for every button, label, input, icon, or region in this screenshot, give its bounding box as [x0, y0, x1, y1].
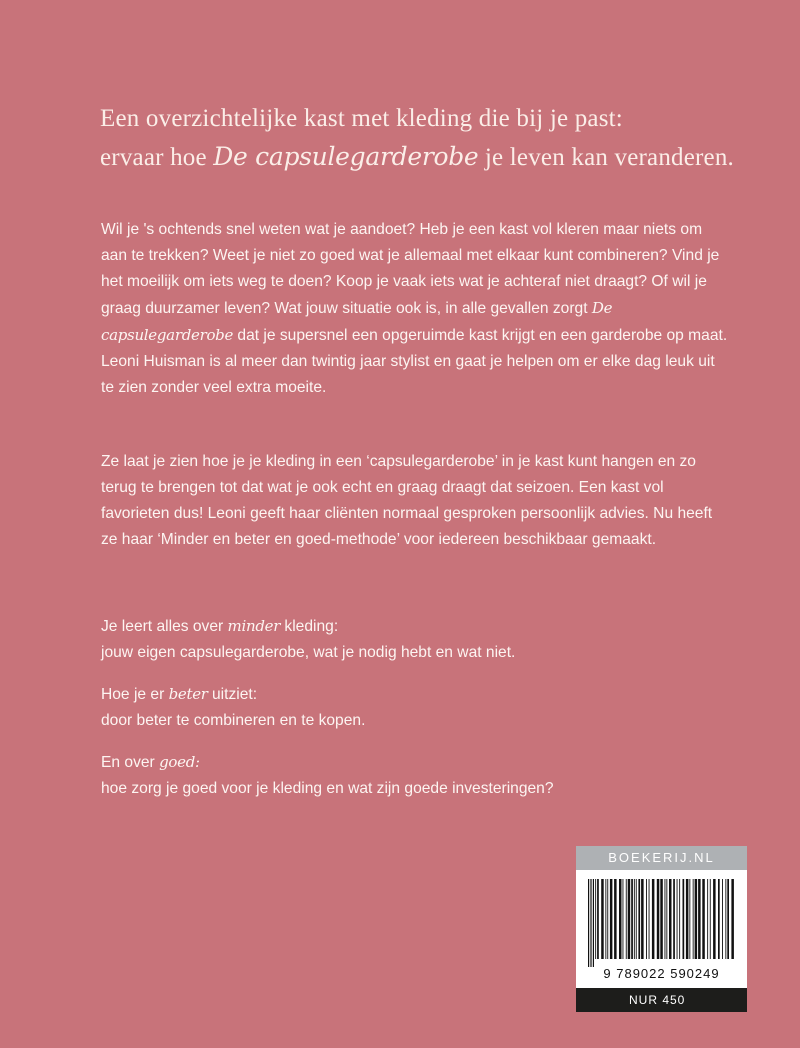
barcode-bar — [669, 879, 672, 959]
point-minder-post: kleding: — [280, 618, 339, 635]
barcode-bar — [614, 879, 617, 959]
barcode-bar — [595, 879, 596, 959]
book-title-script: De capsulegarderobe — [213, 142, 479, 171]
barcode-bar — [727, 879, 729, 959]
barcode-bar — [619, 879, 622, 959]
point-goed-script: goed: — [159, 753, 200, 771]
barcode-bar — [657, 879, 660, 959]
point-goed-pre: En over — [101, 754, 160, 771]
barcode-bar — [610, 879, 613, 959]
tagline-line-1: Een overzichtelijke kast met kleding die bij je past: — [100, 105, 623, 132]
point-minder-detail: jouw eigen capsulegarderobe, wat je nodig hebt en wat niet. — [101, 644, 516, 661]
barcode-bar — [683, 879, 685, 959]
point-beter-detail: door beter te combineren en te kopen. — [101, 712, 366, 729]
point-minder-pre: Je leert alles over — [101, 618, 228, 635]
barcode-bar — [673, 879, 675, 959]
barcode-bar — [702, 879, 705, 959]
point-beter-script: beter — [168, 685, 208, 703]
barcode-bar — [641, 879, 644, 959]
point-goed — [101, 749, 731, 802]
barcode-bar — [588, 879, 589, 967]
barcode-bar — [652, 879, 655, 959]
barcode-bar — [590, 879, 591, 967]
point-beter-pre: Hoe je er — [101, 686, 169, 703]
barcode-bar — [713, 879, 716, 959]
barcode-bar — [607, 879, 608, 959]
barcode-bar — [660, 879, 663, 959]
barcode-bar — [605, 879, 606, 959]
barcode-bar — [679, 879, 680, 959]
barcode-bar — [636, 879, 637, 959]
tagline-line-2 — [100, 138, 740, 177]
nur-code: NUR 450 — [576, 988, 747, 1012]
barcode-bar — [731, 879, 734, 959]
barcode-bar — [693, 879, 694, 959]
barcode-bar — [665, 879, 666, 959]
barcode-bar — [631, 879, 633, 959]
barcode-bar — [634, 879, 635, 959]
barcode-bar — [638, 879, 640, 959]
barcode-bar — [707, 879, 708, 959]
barcode-bar — [597, 879, 599, 959]
point-beter-post: uitziet: — [207, 686, 258, 703]
publisher-label: BOEKERIJ.NL — [576, 846, 747, 870]
barcode-bar — [686, 879, 689, 959]
barcode-bar — [689, 879, 690, 959]
point-goed-detail: hoe zorg je goed voor je kleding en wat zijn goede investeringen? — [101, 780, 554, 797]
barcode-bar — [677, 879, 678, 959]
barcode-bar — [718, 879, 720, 959]
barcode-bar — [666, 879, 667, 959]
barcode-bar — [626, 879, 627, 959]
point-beter — [101, 681, 731, 734]
barcode-bar — [695, 879, 698, 959]
point-minder-script: minder — [227, 617, 281, 635]
method-paragraph: Ze laat je zien hoe je je kleding in een ‘capsulegarderobe’ in je kast kunt hangen en zo terug te brengen tot dat wat je ook echt en graag draagt dat seizoen. Een kast vol favorieten dus! Leoni geeft haar cliënten normaal gesproken persoonlijk advies. Nu heeft ze haar ‘Minder en beter en goed-methode’ voor iedereen beschikbaar gemaakt. — [101, 453, 713, 548]
intro-text-end: dat je supersnel een opgeruimde kast krijgt en een garderobe op maat. Leoni Huisman is al meer dan twintig jaar stylist en gaat je helpen om er elke dag leuk uit te zien zonder veel extra moeite. — [101, 327, 728, 396]
barcode-bar — [593, 879, 594, 967]
barcode-area — [576, 870, 747, 988]
intro-book-title-script: De capsulegarderobe — [101, 299, 613, 344]
barcode-bar — [722, 879, 723, 959]
barcode-bar — [623, 879, 624, 959]
barcode-bar — [710, 879, 711, 959]
intro-paragraph — [101, 217, 731, 401]
barcode-bar — [601, 879, 604, 959]
tagline-pre: ervaar hoe — [100, 144, 214, 171]
isbn-number: 9 789022 590249 — [603, 966, 720, 981]
barcode-block — [576, 846, 747, 1012]
tagline — [100, 100, 740, 177]
barcode-bar — [698, 879, 701, 959]
barcode-bar — [628, 879, 631, 959]
barcode-bar — [646, 879, 647, 959]
point-minder — [101, 613, 731, 666]
barcode-bars — [586, 879, 737, 967]
barcode-bar — [649, 879, 650, 959]
intro-text-start: Wil je 's ochtends snel weten wat je aandoet? Heb je een kast vol kleren maar niets om aan te trekken? Weet je niet zo goed wat je allemaal met elkaar kunt combineren? Vind je het moeilijk om iets weg te doen? Koop je vaak iets wat je achteraf niet draagt? Of wil je graag duurzamer leven? Wat jouw situatie ook is, in alle gevallen zorgt — [101, 221, 720, 317]
tagline-post: je leven kan veranderen. — [478, 144, 734, 171]
barcode-bar — [725, 879, 726, 959]
